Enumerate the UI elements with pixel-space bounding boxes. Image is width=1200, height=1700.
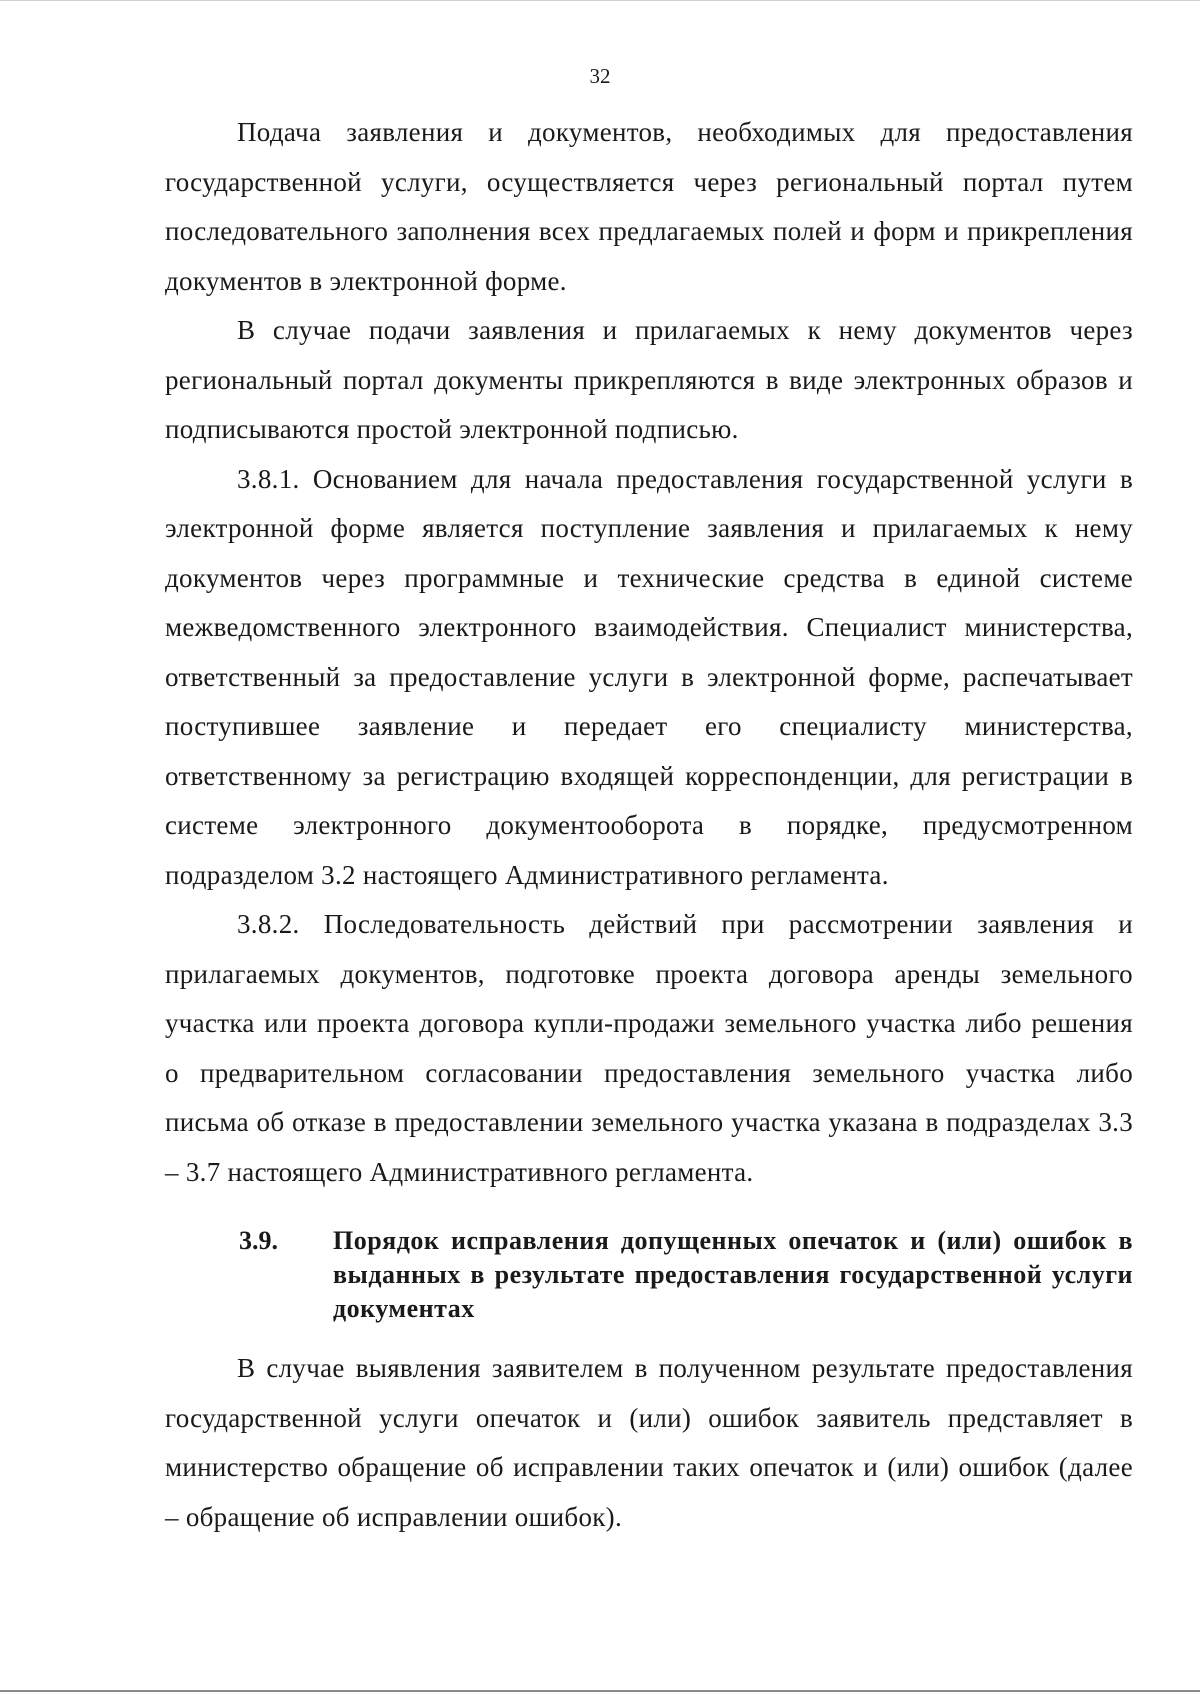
- section-heading: [165, 1224, 1133, 1326]
- paragraph-submission: Подача заявления и документов, необходимых для предоставления государственной услуги, осуществляется через региональный портал путем последовательного заполнения всех предлагаемых полей и форм и прикрепления документов в электронной форме.: [165, 117, 1133, 296]
- paragraph-3-8-1: 3.8.1. Основанием для начала предоставления государственной услуги в электронной форме является поступление заявления и прилагаемых к нему документов через программные и технические средства в единой системе межведомственного электронного взаимодействия. Специалист министерства, ответственный за предоставление услуги в электронной форме, распечатывает поступившее заявление и передает его специалисту министерства, ответственному за регистрацию входящей корреспонденции, для регистрации в системе электронного документооборота в порядке, предусмотренном подразделом 3.2 настоящего Административного регламента.: [165, 463, 1133, 890]
- paragraph-portal-submission: В случае подачи заявления и прилагаемых к нему документов через региональный портал документы прикрепляются в виде электронных образов и подписываются простой электронной подписью.: [165, 315, 1133, 444]
- page-number: 32: [589, 64, 611, 88]
- scan-top-edge: [0, 0, 1200, 1]
- paragraph-error-correction: В случае выявления заявителем в полученном результате предоставления государственной услуги опечаток и (или) ошибок заявитель представляет в министерство обращение об исправлении таких опечаток и (или) ошибок (далее – обращение об исправлении ошибок).: [165, 1353, 1133, 1532]
- section-number: 3.9.: [239, 1226, 278, 1255]
- paragraph-3-8-2: 3.8.2. Последовательность действий при рассмотрении заявления и прилагаемых документов, подготовке проекта договора аренды земельного участка или проекта договора купли-продажи земельного участка либо решения о предварительном согласовании предоставления земельного участка либо письма об отказе в предоставлении земельного участка указана в подразделах 3.3 – 3.7 настоящего Административного регламента.: [165, 909, 1133, 1187]
- section-title: Порядок исправления допущенных опечаток и (или) ошибок в выданных в результате предоставления государственной услуги документах: [333, 1226, 1133, 1323]
- document-body: [165, 108, 1133, 1542]
- scan-bottom-edge: [0, 1690, 1200, 1692]
